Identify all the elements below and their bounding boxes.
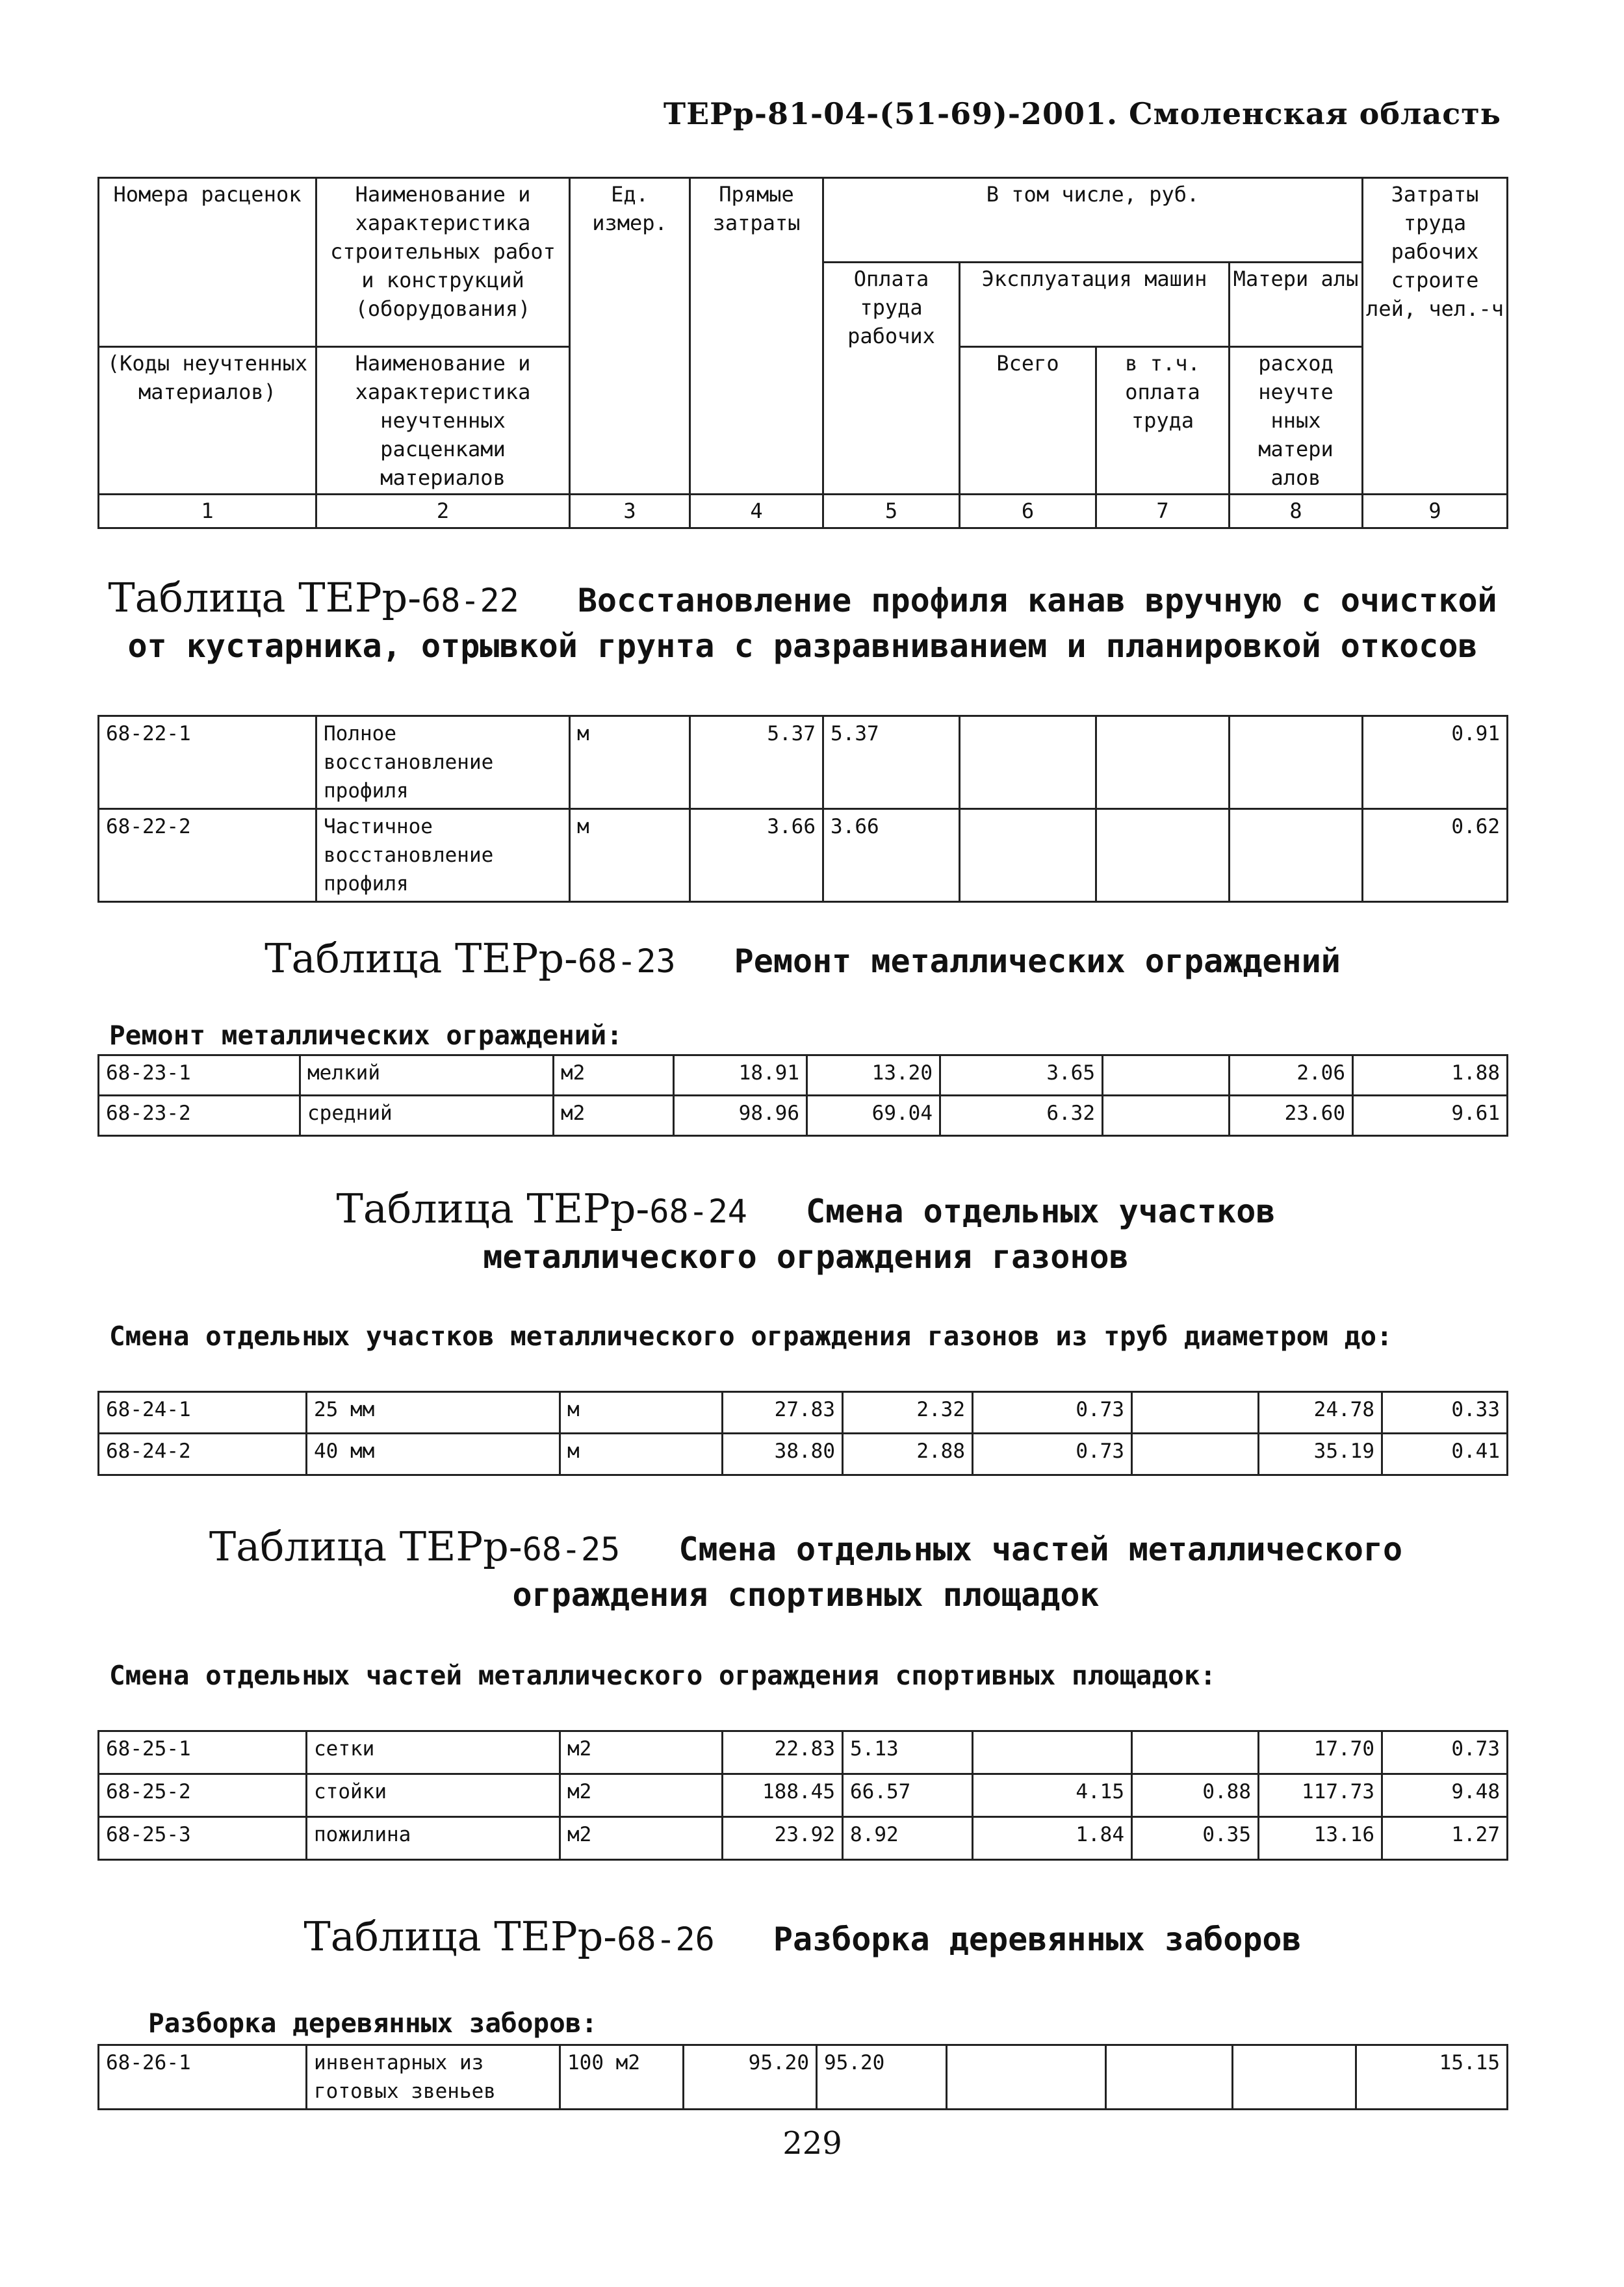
table22-caption <box>97 575 1508 669</box>
table26-title-text: Разборка деревянных заборов <box>773 1920 1302 1958</box>
row-machines: 3.65 <box>940 1055 1103 1096</box>
row-materials <box>1230 809 1363 902</box>
header-unit: Ед. измер. <box>570 178 690 495</box>
table25 <box>97 1730 1508 1861</box>
row-materials <box>1233 2045 1356 2110</box>
row-materials: 117.73 <box>1259 1774 1382 1817</box>
row-unit: м <box>570 716 690 809</box>
row-name: средний <box>300 1096 554 1136</box>
row-name: Полное восстановление профиля <box>316 716 570 809</box>
header-table <box>97 177 1508 529</box>
row-unit: м <box>560 1434 723 1475</box>
col-num-9: 9 <box>1363 495 1508 528</box>
col-num-4: 4 <box>690 495 823 528</box>
row-unit: м <box>570 809 690 902</box>
row-unit: м2 <box>560 1731 723 1774</box>
row-labor-pay: 8.92 <box>843 1817 973 1860</box>
table24-title-num: 68-24 <box>649 1193 747 1230</box>
row-code: 68-25-3 <box>99 1817 307 1860</box>
row-materials <box>1230 716 1363 809</box>
col-num-3: 3 <box>570 495 690 528</box>
table25-title-name: Таблица ТЕРр- <box>209 1523 522 1570</box>
row-name: сетки <box>307 1731 560 1774</box>
header-labor-pay: Оплата труда рабочих <box>823 263 960 495</box>
row-labor-pay: 95.20 <box>817 2045 947 2110</box>
table23-title-num: 68-23 <box>578 942 676 980</box>
row-code: 68-24-2 <box>99 1434 307 1475</box>
row-labor-hours: 1.27 <box>1382 1817 1508 1860</box>
table-row <box>99 1392 1508 1434</box>
row-labor-pay: 69.04 <box>807 1096 940 1136</box>
row-direct: 188.45 <box>723 1774 843 1817</box>
table22-title-name: Таблица ТЕРр- <box>108 574 422 621</box>
row-machines-pay <box>1096 716 1230 809</box>
table24-title-name: Таблица ТЕРр- <box>336 1185 650 1232</box>
row-labor-pay: 2.32 <box>843 1392 973 1434</box>
table26-caption <box>97 1914 1508 1962</box>
row-machines: 6.32 <box>940 1096 1103 1136</box>
header-codes: Номера расценок <box>99 178 316 347</box>
table26-subtitle: Разборка деревянных заборов: <box>148 2008 598 2039</box>
row-machines <box>960 809 1096 902</box>
row-code: 68-23-1 <box>99 1055 300 1096</box>
row-name: 40 мм <box>307 1434 560 1475</box>
table-row <box>99 1817 1508 1860</box>
row-machines-pay: 0.88 <box>1132 1774 1259 1817</box>
row-code: 68-24-1 <box>99 1392 307 1434</box>
running-head: ТЕРр-81-04-(51-69)-2001. Смоленская область <box>663 96 1501 131</box>
row-name: Частичное восстановление профиля <box>316 809 570 902</box>
col-num-6: 6 <box>960 495 1096 528</box>
row-direct: 27.83 <box>723 1392 843 1434</box>
table25-title-num: 68-25 <box>522 1531 621 1568</box>
table24-title-text: Смена отдельных участков металлического ограждения газонов <box>483 1193 1276 1276</box>
table-row <box>99 1434 1508 1475</box>
row-materials: 23.60 <box>1230 1096 1353 1136</box>
header-direct: Прямые затраты <box>690 178 823 495</box>
row-name: 25 мм <box>307 1392 560 1434</box>
row-labor-pay: 2.88 <box>843 1434 973 1475</box>
row-labor-hours: 0.62 <box>1363 809 1508 902</box>
page-number: 229 <box>782 2125 842 2162</box>
table26-title-name: Таблица ТЕРр- <box>303 1913 617 1960</box>
row-labor-hours: 9.48 <box>1382 1774 1508 1817</box>
row-machines <box>973 1731 1132 1774</box>
col-num-5: 5 <box>823 495 960 528</box>
row-materials: 2.06 <box>1230 1055 1353 1096</box>
row-labor-hours: 0.73 <box>1382 1731 1508 1774</box>
table23-subtitle: Ремонт металлических ограждений: <box>109 1020 623 1051</box>
row-labor-pay: 13.20 <box>807 1055 940 1096</box>
table26-body <box>99 2045 1508 2110</box>
table26-title-num: 68-26 <box>617 1920 715 1958</box>
row-direct: 18.91 <box>674 1055 807 1096</box>
row-name: стойки <box>307 1774 560 1817</box>
row-materials: 35.19 <box>1259 1434 1382 1475</box>
table24 <box>97 1391 1508 1476</box>
table23-body <box>99 1055 1508 1136</box>
row-code: 68-23-2 <box>99 1096 300 1136</box>
row-labor-hours: 0.33 <box>1382 1392 1508 1434</box>
table23-title-text: Ремонт металлических ограждений <box>734 942 1341 980</box>
table25-title-text: Смена отдельных частей металлического ограждения спортивных площадок <box>512 1531 1403 1614</box>
col-num-2: 2 <box>316 495 570 528</box>
row-direct: 23.92 <box>723 1817 843 1860</box>
row-unit: м2 <box>560 1774 723 1817</box>
row-labor-pay: 3.66 <box>823 809 960 902</box>
row-materials: 17.70 <box>1259 1731 1382 1774</box>
table-row <box>99 716 1508 809</box>
row-machines-pay <box>1132 1434 1259 1475</box>
table23 <box>97 1054 1508 1137</box>
row-direct: 38.80 <box>723 1434 843 1475</box>
header-labor-hours: Затраты труда рабочих строите лей, чел.-ч <box>1363 178 1508 495</box>
table25-subtitle: Смена отдельных частей металлического ограждения спортивных площадок: <box>109 1660 1217 1691</box>
col-num-7: 7 <box>1096 495 1230 528</box>
table-row <box>99 809 1508 902</box>
row-machines-pay <box>1106 2045 1233 2110</box>
header-machines: Эксплуатация машин <box>960 263 1230 347</box>
row-unit: м2 <box>554 1055 674 1096</box>
row-code: 68-26-1 <box>99 2045 307 2110</box>
row-code: 68-25-2 <box>99 1774 307 1817</box>
row-materials: 24.78 <box>1259 1392 1382 1434</box>
header-consumption: расход неучте нных матери алов <box>1230 347 1363 495</box>
table-row <box>99 1055 1508 1096</box>
row-labor-hours: 0.91 <box>1363 716 1508 809</box>
row-direct: 5.37 <box>690 716 823 809</box>
table24-subtitle: Смена отдельных участков металлического ограждения газонов из труб диаметром до: <box>109 1321 1393 1352</box>
row-name: мелкий <box>300 1055 554 1096</box>
table-row <box>99 1096 1508 1136</box>
table24-caption <box>279 1186 1332 1280</box>
row-machines: 0.73 <box>973 1434 1132 1475</box>
row-unit: м <box>560 1392 723 1434</box>
table26 <box>97 2044 1508 2110</box>
row-machines <box>960 716 1096 809</box>
table25-caption <box>130 1524 1482 1618</box>
row-unit: м2 <box>554 1096 674 1136</box>
header-including: В том числе, руб. <box>823 178 1363 263</box>
row-name: пожилина <box>307 1817 560 1860</box>
table23-caption <box>97 936 1508 984</box>
table25-body <box>99 1731 1508 1860</box>
row-machines-pay <box>1132 1392 1259 1434</box>
row-machines <box>947 2045 1106 2110</box>
row-machines-pay <box>1103 1055 1230 1096</box>
table22-title-num: 68-22 <box>421 582 519 619</box>
row-name: инвентарных из готовых звеньев <box>307 2045 560 2110</box>
row-direct: 95.20 <box>684 2045 817 2110</box>
row-code: 68-22-2 <box>99 809 316 902</box>
table-row <box>99 2045 1508 2110</box>
row-direct: 98.96 <box>674 1096 807 1136</box>
table23-title-name: Таблица ТЕРр- <box>264 935 578 982</box>
row-labor-hours: 1.88 <box>1353 1055 1508 1096</box>
row-labor-pay: 5.37 <box>823 716 960 809</box>
row-labor-pay: 5.13 <box>843 1731 973 1774</box>
row-machines: 1.84 <box>973 1817 1132 1860</box>
row-unit: 100 м2 <box>560 2045 684 2110</box>
header-total: Всего <box>960 347 1096 495</box>
row-machines: 4.15 <box>973 1774 1132 1817</box>
header-incl-pay: в т.ч. оплата труда <box>1096 347 1230 495</box>
row-labor-hours: 0.41 <box>1382 1434 1508 1475</box>
table-row <box>99 1774 1508 1817</box>
table22 <box>97 715 1508 903</box>
header-codes-unaccounted: (Коды неучтенных материалов) <box>99 347 316 495</box>
table24-body <box>99 1392 1508 1475</box>
header-name-unaccounted: Наименование и характеристика неучтенных расценками материалов <box>316 347 570 495</box>
row-code: 68-22-1 <box>99 716 316 809</box>
row-unit: м2 <box>560 1817 723 1860</box>
row-direct: 3.66 <box>690 809 823 902</box>
row-code: 68-25-1 <box>99 1731 307 1774</box>
table22-body <box>99 716 1508 902</box>
row-materials: 13.16 <box>1259 1817 1382 1860</box>
row-machines-pay <box>1096 809 1230 902</box>
row-machines-pay: 0.35 <box>1132 1817 1259 1860</box>
header-materials: Матери алы <box>1230 263 1363 347</box>
col-num-1: 1 <box>99 495 316 528</box>
row-machines-pay <box>1103 1096 1230 1136</box>
header-name: Наименование и характеристика строительных работ и конструкций (оборудования) <box>316 178 570 347</box>
row-machines: 0.73 <box>973 1392 1132 1434</box>
row-labor-hours: 15.15 <box>1356 2045 1508 2110</box>
col-num-8: 8 <box>1230 495 1363 528</box>
row-labor-pay: 66.57 <box>843 1774 973 1817</box>
row-machines-pay <box>1132 1731 1259 1774</box>
table-row <box>99 1731 1508 1774</box>
table22-title-text: Восстановление профиля канав вручную с очисткой от кустарника, отрывкой грунта с разравниванием и планировкой откосов <box>127 582 1497 665</box>
row-direct: 22.83 <box>723 1731 843 1774</box>
row-labor-hours: 9.61 <box>1353 1096 1508 1136</box>
